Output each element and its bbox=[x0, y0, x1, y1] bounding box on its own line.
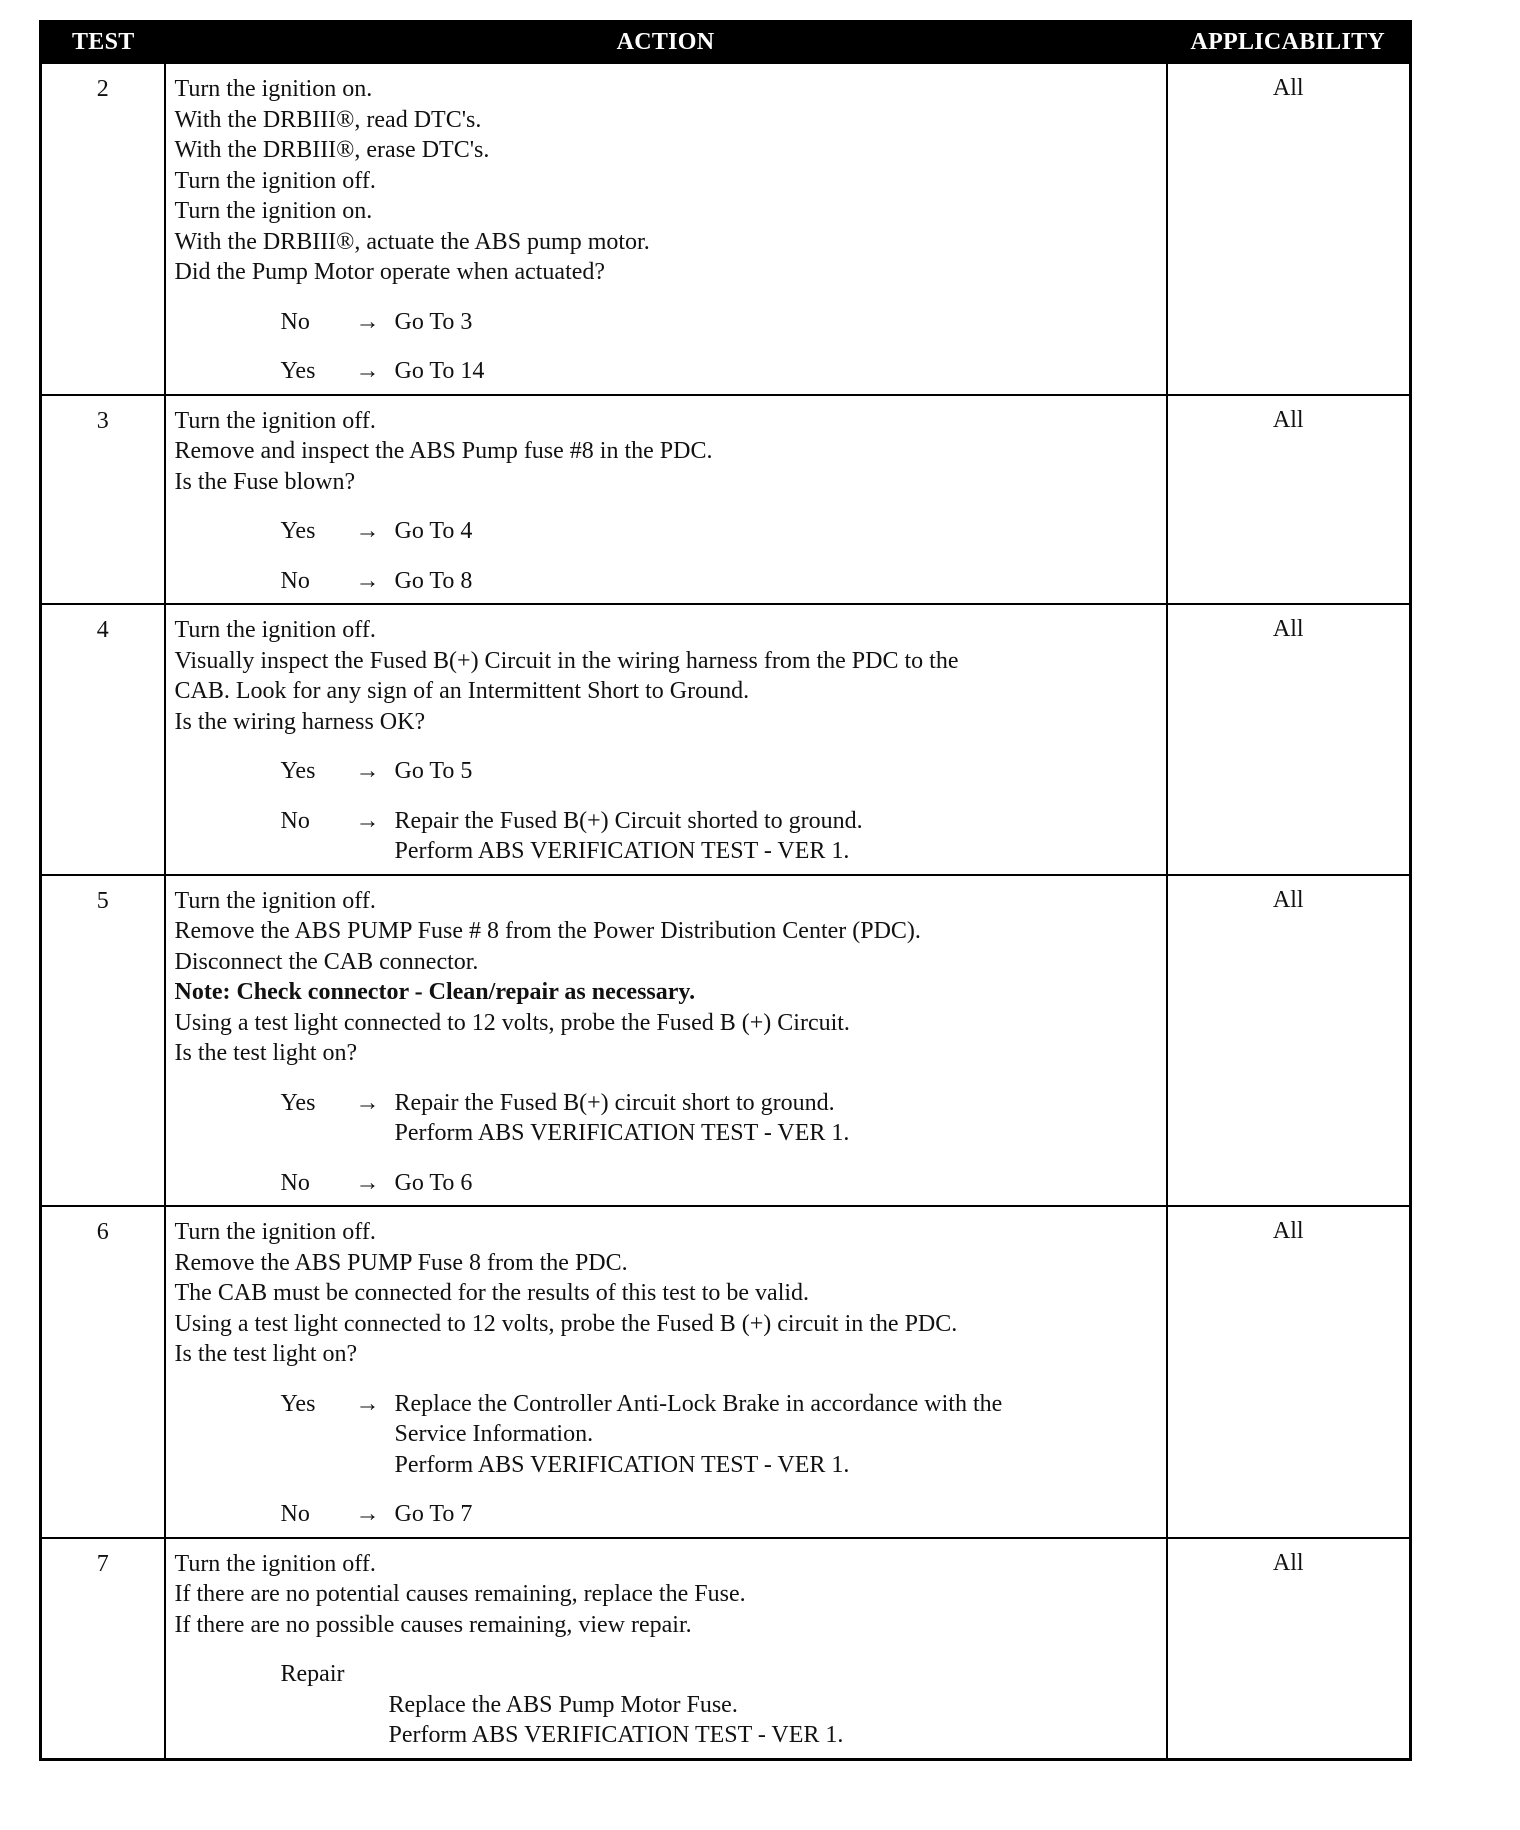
table-row bbox=[41, 604, 1411, 875]
action-cell bbox=[165, 1538, 1167, 1760]
answer-result-line: Go To 7 bbox=[394, 1501, 473, 1527]
table-row bbox=[41, 395, 1411, 605]
test-number: 4 bbox=[41, 604, 165, 875]
answer-branch bbox=[281, 1499, 1160, 1530]
action-line: With the DRBIII®, read DTC's. bbox=[174, 106, 482, 133]
action-line: Turn the ignition off. bbox=[174, 887, 376, 914]
answer-result bbox=[395, 356, 1160, 387]
table-header-row bbox=[41, 22, 1411, 64]
action-line: Turn the ignition off. bbox=[174, 167, 376, 194]
arrow-icon: → bbox=[355, 518, 380, 544]
action-cell bbox=[165, 1206, 1167, 1538]
action-line: Is the Fuse blown? bbox=[174, 468, 356, 495]
answer-result bbox=[395, 1088, 1160, 1149]
action-line: Disconnect the CAB connector. bbox=[174, 948, 479, 975]
applicability-value: All bbox=[1167, 395, 1411, 605]
table-row bbox=[41, 1206, 1411, 1538]
answer-branch bbox=[281, 1088, 1160, 1149]
action-line: Remove the ABS PUMP Fuse # 8 from the Power Distribution Center (PDC). bbox=[174, 918, 921, 944]
answer-result bbox=[395, 1168, 1160, 1199]
header-applicability: APPLICABILITY bbox=[1167, 22, 1411, 64]
action-line: The CAB must be connected for the results of this test to be valid. bbox=[174, 1280, 810, 1306]
action-line: Using a test light connected to 12 volts, probe the Fused B (+) Circuit. bbox=[174, 1009, 850, 1036]
answer-branch bbox=[281, 1389, 1160, 1481]
answer-branch bbox=[281, 516, 1160, 547]
answer-branch bbox=[281, 756, 1160, 787]
table-row bbox=[41, 1538, 1411, 1760]
answer-result-line: Perform ABS VERIFICATION TEST - VER 1. bbox=[394, 1451, 850, 1478]
arrow-icon: → bbox=[355, 807, 380, 834]
test-number: 3 bbox=[41, 395, 165, 605]
repair-line: Replace the ABS Pump Motor Fuse. bbox=[388, 1691, 738, 1718]
action-cell bbox=[165, 604, 1167, 875]
arrow-icon: → bbox=[355, 567, 380, 594]
action-cell bbox=[165, 395, 1167, 605]
action-line: If there are no potential causes remaining, replace the Fuse. bbox=[174, 1581, 746, 1607]
answer-result-line: Go To 14 bbox=[394, 358, 485, 384]
action-line: Is the test light on? bbox=[174, 1341, 358, 1367]
applicability-value: All bbox=[1167, 604, 1411, 875]
answer-label: Yes bbox=[280, 1390, 316, 1417]
answer-branch bbox=[281, 566, 1160, 597]
answer-result-line: Perform ABS VERIFICATION TEST - VER 1. bbox=[394, 1120, 850, 1146]
applicability-value: All bbox=[1167, 1538, 1411, 1760]
arrow-icon: → bbox=[355, 758, 380, 784]
answer-label: No bbox=[280, 1169, 310, 1196]
answer-result bbox=[395, 806, 1160, 867]
answer-result-line: Go To 4 bbox=[394, 518, 473, 544]
repair-label: Repair bbox=[280, 1661, 345, 1687]
answer-result bbox=[395, 1389, 1160, 1481]
arrow-icon: → bbox=[355, 308, 380, 335]
action-line: Turn the ignition off. bbox=[174, 617, 376, 643]
answer-result-line: Repair the Fused B(+) circuit short to ground. bbox=[394, 1089, 835, 1116]
arrow-icon: → bbox=[355, 1390, 380, 1417]
note-line: Note: Check connector - Clean/repair as necessary. bbox=[174, 979, 696, 1005]
answer-branch bbox=[281, 307, 1160, 338]
arrow-icon: → bbox=[355, 1089, 380, 1116]
action-line: Visually inspect the Fused B(+) Circuit in the wiring harness from the PDC to the bbox=[174, 647, 959, 674]
action-line: Using a test light connected to 12 volts, probe the Fused B (+) circuit in the PDC. bbox=[174, 1310, 958, 1337]
answer-result bbox=[395, 1499, 1160, 1530]
test-number: 5 bbox=[41, 875, 165, 1207]
answer-result-line: Service Information. bbox=[394, 1421, 594, 1447]
answer-result-line: Repair the Fused B(+) Circuit shorted to ground. bbox=[394, 807, 863, 834]
answer-result-line: Go To 8 bbox=[394, 567, 473, 594]
answer-result bbox=[395, 307, 1160, 338]
action-line: With the DRBIII®, actuate the ABS pump motor. bbox=[174, 228, 650, 255]
applicability-value: All bbox=[1167, 875, 1411, 1207]
answer-branch bbox=[281, 356, 1160, 387]
header-test: TEST bbox=[41, 22, 165, 64]
repair-block bbox=[281, 1659, 1160, 1751]
action-line: Turn the ignition off. bbox=[174, 1550, 376, 1577]
table-row bbox=[41, 63, 1411, 395]
answer-label: No bbox=[280, 807, 310, 834]
action-line: Remove and inspect the ABS Pump fuse #8 in the PDC. bbox=[174, 438, 713, 464]
action-line: Is the wiring harness OK? bbox=[174, 708, 426, 735]
action-cell bbox=[165, 875, 1167, 1207]
answer-label: Yes bbox=[280, 758, 316, 784]
answer-result bbox=[395, 756, 1160, 787]
answer-result bbox=[395, 566, 1160, 597]
action-line: If there are no possible causes remaining, view repair. bbox=[174, 1611, 692, 1638]
answer-label: Yes bbox=[280, 358, 316, 384]
test-number: 2 bbox=[41, 63, 165, 395]
table-body bbox=[41, 63, 1411, 1759]
test-number: 6 bbox=[41, 1206, 165, 1538]
header-action: ACTION bbox=[165, 22, 1167, 64]
answer-label: No bbox=[280, 308, 310, 335]
answer-result-line: Replace the Controller Anti-Lock Brake in accordance with the bbox=[394, 1390, 1003, 1417]
answer-result-line: Go To 5 bbox=[394, 758, 473, 784]
action-line: Turn the ignition on. bbox=[174, 198, 373, 224]
repair-line: Perform ABS VERIFICATION TEST - VER 1. bbox=[388, 1722, 844, 1748]
action-line: With the DRBIII®, erase DTC's. bbox=[174, 137, 490, 163]
action-line: Remove the ABS PUMP Fuse 8 from the PDC. bbox=[174, 1249, 628, 1276]
applicability-value: All bbox=[1167, 63, 1411, 395]
answer-label: No bbox=[280, 567, 310, 594]
table-row bbox=[41, 875, 1411, 1207]
arrow-icon: → bbox=[355, 1169, 380, 1196]
action-line: Turn the ignition on. bbox=[174, 76, 373, 102]
action-line: Did the Pump Motor operate when actuated? bbox=[174, 259, 606, 285]
answer-label: Yes bbox=[280, 1089, 316, 1116]
action-line: Turn the ignition off. bbox=[174, 407, 376, 434]
answer-label: Yes bbox=[280, 518, 316, 544]
answer-result-line: Go To 3 bbox=[394, 308, 473, 335]
action-cell bbox=[165, 63, 1167, 395]
applicability-value: All bbox=[1167, 1206, 1411, 1538]
diagnostic-test-table bbox=[39, 20, 1412, 1761]
answer-result-line: Go To 6 bbox=[394, 1169, 473, 1196]
action-line: Is the test light on? bbox=[174, 1040, 358, 1066]
test-number: 7 bbox=[41, 1538, 165, 1760]
answer-result bbox=[395, 516, 1160, 547]
answer-label: No bbox=[280, 1501, 310, 1527]
action-line: Turn the ignition off. bbox=[174, 1219, 376, 1245]
answer-result-line: Perform ABS VERIFICATION TEST - VER 1. bbox=[394, 838, 850, 864]
answer-branch bbox=[281, 1168, 1160, 1199]
arrow-icon: → bbox=[355, 1501, 380, 1527]
action-line: CAB. Look for any sign of an Intermittent Short to Ground. bbox=[174, 678, 750, 704]
arrow-icon: → bbox=[355, 358, 380, 384]
answer-branch bbox=[281, 806, 1160, 867]
